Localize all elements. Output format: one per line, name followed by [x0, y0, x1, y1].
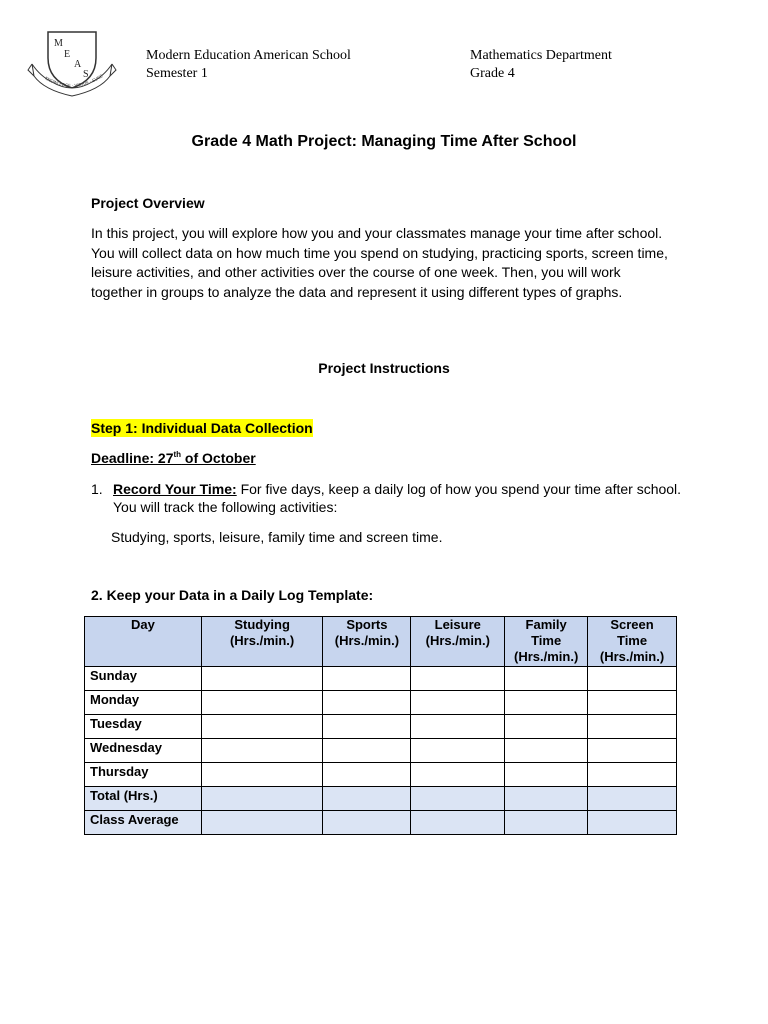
table-cell — [323, 811, 411, 835]
column-header — [588, 617, 677, 667]
column-header-line: (Hrs./min.) — [425, 633, 490, 648]
table-cell — [201, 691, 323, 715]
row-label: Wednesday — [85, 739, 202, 763]
table-row — [85, 715, 677, 739]
table-cell — [588, 739, 677, 763]
column-header-line: Day — [130, 617, 155, 632]
table-cell — [505, 739, 588, 763]
row-label: Class Average — [85, 811, 202, 835]
logo-letter-a: A — [74, 59, 82, 70]
table-cell — [201, 667, 323, 691]
table-row — [85, 667, 677, 691]
row-label: Sunday — [85, 667, 202, 691]
table-cell — [505, 763, 588, 787]
table-row — [85, 811, 677, 835]
column-header-line: Sports — [346, 617, 388, 632]
table-cell — [323, 715, 411, 739]
column-header-line: Screen — [610, 617, 654, 632]
table-cell — [323, 739, 411, 763]
column-header-line: (Hrs./min.) — [334, 633, 400, 648]
column-header — [323, 617, 411, 667]
table-cell — [588, 763, 677, 787]
column-header — [411, 617, 505, 667]
table-cell — [323, 667, 411, 691]
logo-letter-e: E — [64, 49, 71, 60]
department: Mathematics Department — [470, 48, 612, 63]
column-header-line: (Hrs./min.) — [599, 649, 665, 664]
table-cell — [588, 667, 677, 691]
table-cell — [411, 715, 505, 739]
activities-list: Studying, sports, leisure, family time and screen time. — [111, 529, 443, 545]
column-header-line: Family — [525, 617, 567, 632]
table-cell — [323, 787, 411, 811]
table-cell — [588, 691, 677, 715]
column-header-line: (Hrs./min.) — [229, 633, 295, 648]
column-header-line: (Hrs./min.) — [513, 649, 579, 664]
table-cell — [588, 715, 677, 739]
table-cell — [323, 691, 411, 715]
table-row — [85, 739, 677, 763]
table-cell — [411, 667, 505, 691]
column-header — [201, 617, 323, 667]
table-cell — [323, 763, 411, 787]
item-label: Record Your Time: — [113, 481, 237, 497]
grade: Grade 4 — [470, 66, 515, 81]
table-cell — [505, 667, 588, 691]
table-cell — [411, 811, 505, 835]
semester: Semester 1 — [146, 66, 208, 81]
column-header-line: Time — [616, 633, 648, 648]
overview-heading: Project Overview — [91, 195, 205, 211]
row-label: Monday — [85, 691, 202, 715]
table-cell — [505, 715, 588, 739]
column-header-line: Time — [531, 633, 562, 648]
logo-ribbon-text: KNOWLEDGE · VIRTUE · SUCC — [44, 73, 104, 89]
table-cell — [201, 811, 323, 835]
column-header — [85, 617, 202, 667]
column-header-line: Leisure — [434, 617, 481, 632]
daily-log-table — [84, 616, 677, 835]
table-header-row — [85, 617, 677, 667]
table-cell — [201, 763, 323, 787]
deadline-suffix: of October — [181, 450, 256, 466]
table-cell — [505, 811, 588, 835]
item-number: 1. — [91, 481, 103, 497]
column-header — [505, 617, 588, 667]
logo-letter-m: M — [54, 38, 63, 49]
table-cell — [201, 787, 323, 811]
table-cell — [411, 763, 505, 787]
overview-paragraph: In this project, you will explore how you and your classmates manage your time after school. You will collect data on how much time you spend on studying, practicing sports, screen time, leisure activities, and other activities over the course of one week. Then, you will work together in groups to analyze the data and represent it using different types of graphs. — [91, 225, 668, 300]
table-row — [85, 691, 677, 715]
table-row — [85, 787, 677, 811]
logo-letter-s: S — [83, 69, 89, 80]
school-logo — [26, 24, 118, 100]
deadline — [91, 450, 256, 466]
instruction-item-1 — [91, 480, 691, 516]
page-title: Grade 4 Math Project: Managing Time After School — [191, 133, 577, 150]
table-cell — [505, 787, 588, 811]
table-cell — [201, 715, 323, 739]
table-cell — [411, 691, 505, 715]
table-cell — [588, 787, 677, 811]
table-cell — [201, 739, 323, 763]
deadline-prefix: Deadline: 27 — [91, 450, 174, 466]
table-cell — [411, 739, 505, 763]
log-heading: 2. Keep your Data in a Daily Log Template: — [91, 587, 374, 603]
instructions-heading: Project Instructions — [318, 360, 450, 376]
step1-heading: Step 1: Individual Data Collection — [91, 420, 313, 436]
deadline-sup: th — [173, 450, 182, 459]
row-label: Tuesday — [85, 715, 202, 739]
row-label: Total (Hrs.) — [85, 787, 202, 811]
table-row — [85, 763, 677, 787]
table-cell — [505, 691, 588, 715]
column-header-line: Studying — [234, 617, 290, 632]
item-text: For five days, keep a daily log of how you spend your time after school. You will track the following activities: — [113, 481, 682, 515]
table-cell — [588, 811, 677, 835]
row-label: Thursday — [85, 763, 202, 787]
table-cell — [411, 787, 505, 811]
school-name: Modern Education American School — [146, 48, 351, 63]
